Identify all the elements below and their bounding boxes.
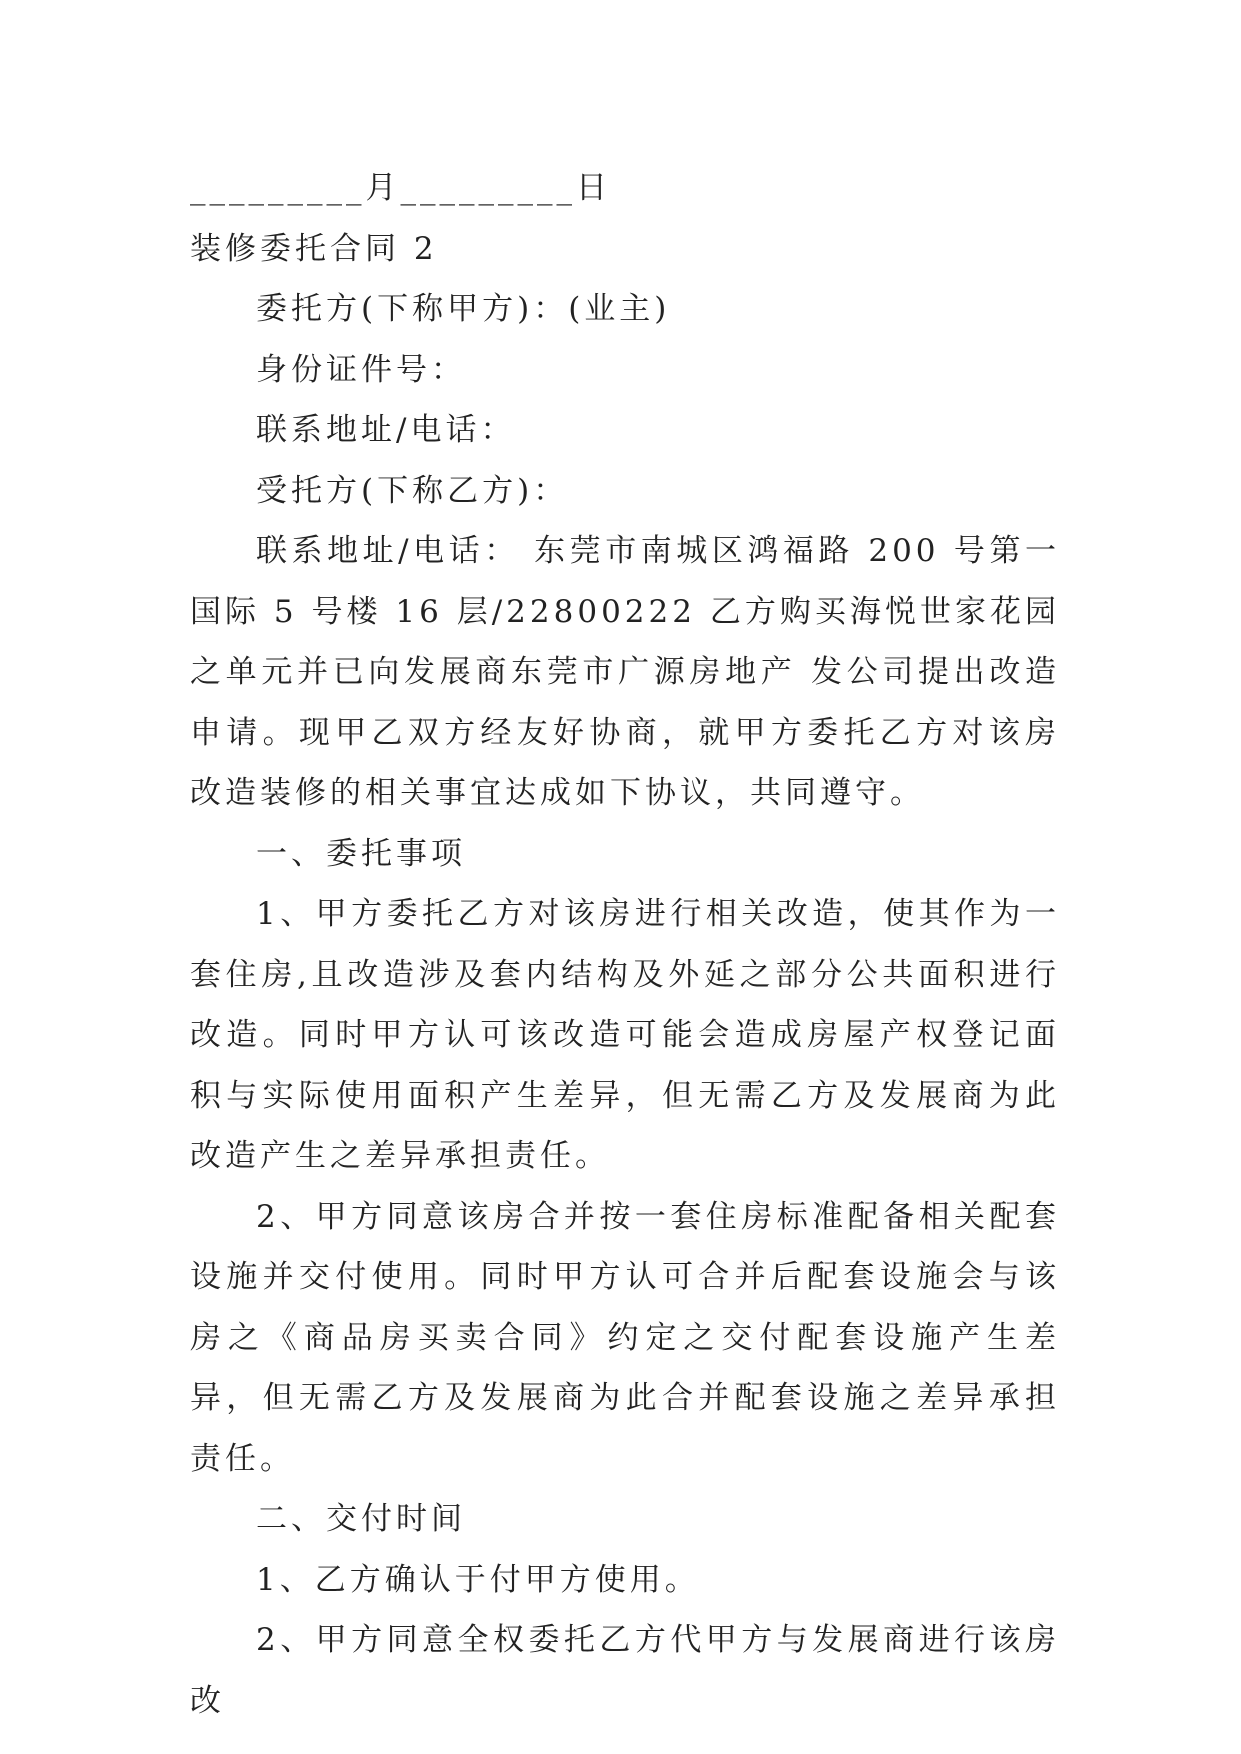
section-1-heading: 一、委托事项 — [256, 835, 466, 872]
party-a-contact-line: 联系地址/电话： — [256, 412, 516, 448]
intro-paragraph: 联系地址/电话： 东莞市南城区鸿福路 200 号第一国际 5 号楼 16 层/22800222 乙方购买海悦世家花园之单元并已向发展商东莞市广源房地产 发公司提出改造申请。现甲乙双方经友好协商，就甲方委托乙方对该房改造装修的相关事宜达成如下协议，共同遵守。 — [190, 533, 1060, 811]
section-2-item-2: 2、甲方同意全权委托乙方代甲方与发展商进行该房改 — [190, 1622, 1060, 1719]
party-b-line: 受托方(下称乙方)： — [256, 472, 569, 509]
section-1-item-1: 1、甲方委托乙方对该房进行相关改造，使其作为一套住房,且改造涉及套内结构及外延之部分公共面积进行改造。同时甲方认可该改造可能会造成房屋产权登记面积与实际使用面积产生差异，但无需乙方及发展商为此改造产生之差异承担责任。 — [190, 896, 1060, 1174]
section-2-item-1: 1、乙方确认于付甲方使用。 — [256, 1561, 700, 1598]
id-number-line: 身份证件号： — [256, 351, 466, 388]
section-2-heading: 二、交付时间 — [256, 1501, 466, 1537]
date-line: _________月_________日 — [190, 170, 611, 206]
contract-title: 装修委托合同 2 — [190, 230, 438, 267]
document-body — [190, 158, 1060, 1731]
section-1-item-2: 2、甲方同意该房合并按一套住房标准配备相关配套设施并交付使用。同时甲方认可合并后配套设施会与该房之《商品房买卖合同》约定之交付配套设施产生差异，但无需乙方及发展商为此合并配套设施之差异承担责任。 — [190, 1198, 1060, 1477]
party-a-line: 委托方(下称甲方)：(业主) — [256, 291, 671, 327]
